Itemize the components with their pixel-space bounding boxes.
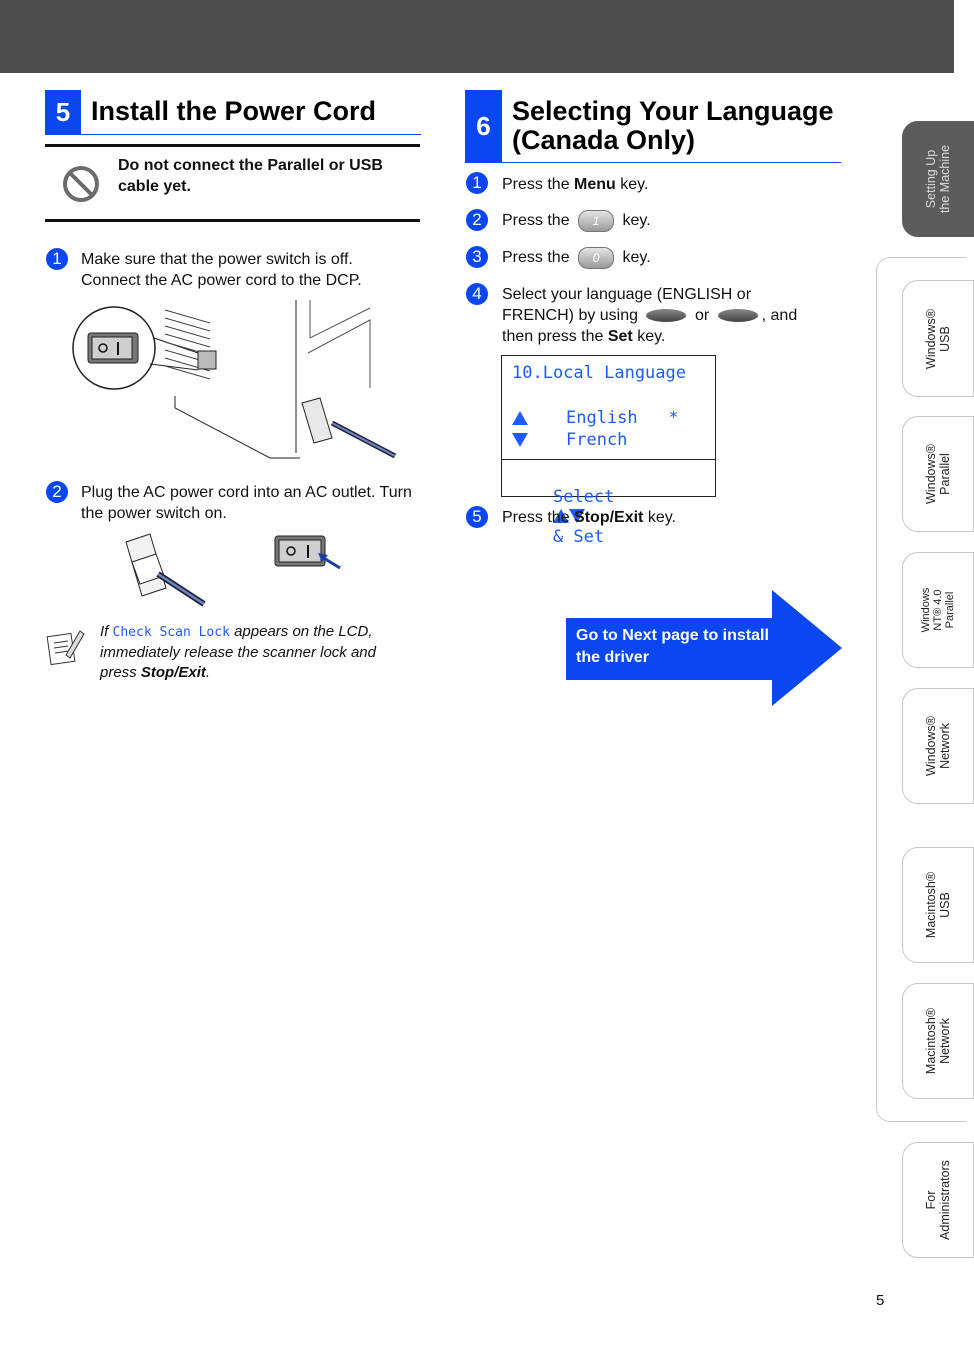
step-text: Plug the AC power cord into an AC outlet. Turn the power switch on.: [81, 484, 412, 522]
note-end: .: [205, 664, 211, 681]
step-marker: 2: [466, 209, 488, 231]
caution-text: Do not connect the Parallel or USB cable yet.: [118, 157, 383, 195]
tab-windows-nt-parallel[interactable]: [902, 552, 974, 668]
caution-top-rule: [45, 144, 420, 147]
step-text: [502, 507, 832, 528]
step-post: key.: [647, 509, 676, 526]
step-post: key.: [622, 249, 651, 267]
step-text: Make sure that the power switch is off. Connect the AC power cord to the DCP.: [81, 251, 362, 289]
step-post: key.: [620, 176, 649, 193]
section-number: 5: [45, 90, 81, 134]
tab-label: Setting Up the Machine: [924, 144, 952, 214]
set-key-label: Set: [607, 328, 633, 345]
lcd-line-2: English *: [566, 408, 679, 428]
tab-windows-usb[interactable]: [902, 280, 974, 397]
step-pre: Press the: [502, 509, 570, 526]
step-pre: Press the: [502, 176, 570, 193]
step-marker: 2: [46, 481, 68, 503]
caution-bottom-rule: [45, 219, 420, 222]
step-marker: 5: [466, 506, 488, 528]
lcd-select-label: Select: [552, 487, 615, 507]
key-0-icon: 0: [578, 247, 614, 269]
section-rule: [465, 162, 841, 163]
tab-label: Windows® USB: [924, 308, 952, 369]
tab-macintosh-usb[interactable]: [902, 847, 974, 963]
step-marker: 4: [466, 283, 488, 305]
power-switch-illustration: [70, 298, 400, 463]
lcd-set-label: & Set: [552, 527, 605, 547]
tab-macintosh-network[interactable]: [902, 983, 974, 1099]
header-bar: [0, 0, 954, 73]
prohibited-icon: [61, 164, 101, 204]
lcd-divider: [502, 459, 715, 460]
next-page-text[interactable]: Go to Next page to install the driver: [576, 627, 769, 666]
step-line3-pre: then press the: [502, 328, 604, 345]
step-line3-post: key.: [637, 328, 666, 345]
step-marker: 3: [466, 246, 488, 268]
nav-up-key-icon: [646, 309, 686, 322]
lcd-line-3: French: [566, 430, 628, 450]
note-pencil-icon: [46, 627, 86, 667]
tab-label: Macintosh® USB: [924, 871, 952, 939]
note-body: appears on the LCD, immediately release the scanner lock and press: [100, 623, 376, 681]
up-arrow-icon: [512, 411, 528, 425]
page-number: 5: [876, 1292, 885, 1309]
tab-windows-network[interactable]: [902, 688, 974, 804]
menu-key-label: Menu: [574, 176, 616, 193]
section-number: 6: [465, 90, 502, 163]
tab-label: Windows NT® 4.0 Parallel: [920, 587, 956, 633]
section-rule: [45, 134, 421, 135]
step-text: [502, 247, 832, 269]
step-text: [502, 210, 832, 232]
section-title: Selecting Your Language (Canada Only): [512, 96, 834, 155]
tab-windows-parallel[interactable]: [902, 416, 974, 532]
nav-down-key-icon: [718, 309, 758, 322]
key-1-icon: 1: [578, 210, 614, 232]
tab-label: Windows® Network: [924, 716, 952, 776]
note-key: Stop/Exit: [140, 664, 206, 681]
section-title: Install the Power Cord: [91, 96, 377, 126]
step-text: [502, 284, 832, 347]
step-or: or: [694, 307, 710, 324]
stop-exit-key-label: Stop/Exit: [574, 509, 644, 526]
tab-label: For Administrators: [924, 1160, 952, 1240]
tab-label: Macintosh® Network: [924, 1007, 952, 1075]
tab-for-administrators[interactable]: [902, 1142, 974, 1258]
switch-on-illustration: [274, 535, 344, 571]
step-marker: 1: [466, 172, 488, 194]
step-line2-post: , and: [761, 307, 798, 324]
plug-illustration: [120, 532, 220, 608]
step-pre: Press the: [502, 249, 570, 267]
step-text: [502, 174, 832, 195]
note-text: [100, 622, 410, 683]
step-line2-pre: FRENCH) by using: [502, 307, 639, 324]
tab-setting-up[interactable]: [902, 121, 974, 237]
note-prefix: If: [100, 623, 109, 640]
step-pre: Press the: [502, 212, 570, 230]
lcd-line-1: 10.Local Language: [512, 363, 686, 383]
step-marker: 1: [46, 248, 68, 270]
step-post: key.: [622, 212, 651, 230]
step-line1: Select your language (ENGLISH or: [502, 286, 752, 303]
down-arrow-icon: [512, 433, 528, 447]
tab-label: Windows® Parallel: [924, 444, 952, 504]
note-lcd-message: Check Scan Lock: [112, 625, 230, 640]
